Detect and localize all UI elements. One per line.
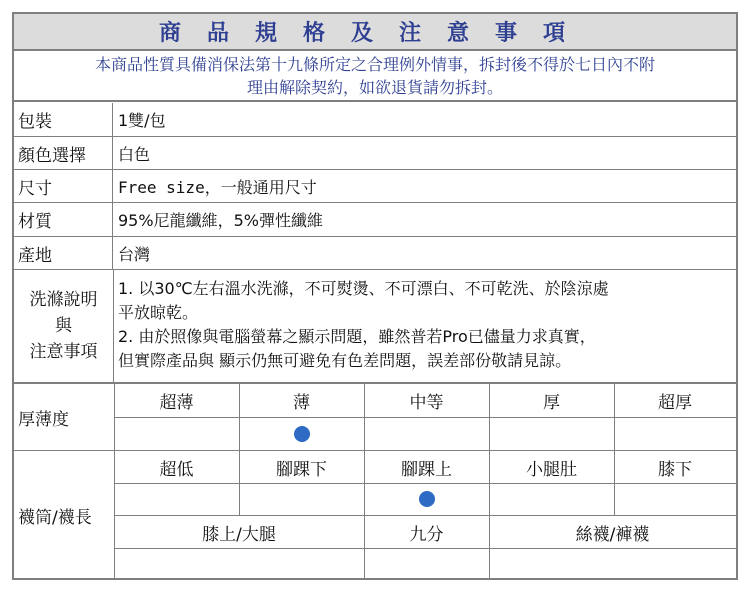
- length-option: 超低: [159, 459, 194, 480]
- length-option: 腳踝上: [401, 459, 452, 480]
- thickness-option: 中等: [409, 393, 444, 413]
- length-option: 絲襪/褲襪: [575, 524, 650, 545]
- thickness-label: 厚薄度: [18, 409, 69, 430]
- spec-label: 包裝: [14, 103, 113, 136]
- spec-label: 產地: [14, 237, 113, 269]
- notice-line-2: 理由解除契約，如欲退貨請勿拆封。: [246, 77, 503, 97]
- thickness-option: 超厚: [658, 393, 692, 413]
- spec-sheet: [12, 12, 738, 580]
- length-option: 膝上/大腿: [202, 524, 276, 545]
- length-option: 腳踝下: [276, 459, 327, 480]
- spec-row-care: [14, 270, 736, 382]
- care-label: [14, 270, 114, 382]
- thickness-option: 薄: [293, 393, 310, 413]
- care-line: 平放晾乾。: [118, 303, 199, 322]
- length-label: 襪筒/襪長: [18, 508, 92, 528]
- spec-value: 白色: [118, 144, 151, 164]
- spec-value: 1雙/包: [118, 111, 166, 130]
- notice-line-1: 本商品性質具備消保法第十九條所定之合理例外情事，拆封後不得於七日內不附: [94, 54, 655, 74]
- care-label-line: 洗滌說明: [29, 290, 98, 310]
- spec-label: 顏色選擇: [14, 137, 113, 169]
- length-option: 小腿肚: [526, 459, 577, 480]
- thickness-option: 厚: [543, 393, 560, 413]
- length-selected-marker: [419, 491, 435, 507]
- spec-label: 材質: [14, 203, 113, 236]
- care-label-line: 與: [55, 316, 72, 336]
- spec-value: Free size，一般通用尺寸: [118, 177, 317, 197]
- spec-label: 尺寸: [14, 170, 113, 202]
- length-option: 九分: [409, 524, 444, 545]
- care-label-line: 注意事項: [29, 342, 98, 362]
- care-line: 但實際產品與 顯示仍無可避免有色差問題，誤差部份敬請見諒。: [118, 351, 572, 370]
- spec-row-package: [14, 103, 736, 137]
- grid-line: [114, 548, 736, 549]
- grid-line: [114, 417, 736, 418]
- spec-row-size: [14, 170, 736, 203]
- thickness-selected-marker: [294, 426, 310, 442]
- length-option: 膝下: [658, 459, 692, 480]
- spec-row-material: [14, 203, 736, 237]
- spec-row-origin: [14, 237, 736, 270]
- care-line: 1. 以30℃左右溫水洗滌，不可熨燙、不可漂白、不可乾洗、於陰涼處: [118, 279, 609, 298]
- care-line: 2. 由於照像與電腦螢幕之顯示問題，雖然普若Pro已儘量力求真實，: [118, 327, 596, 346]
- return-notice: [14, 51, 736, 102]
- thickness-option: 超薄: [159, 393, 194, 413]
- page-title: 商品規格及注意事項: [14, 14, 736, 51]
- spec-value: 台灣: [118, 244, 151, 264]
- grid-line: [114, 483, 736, 484]
- spec-row-color: [14, 137, 736, 170]
- care-text: [118, 277, 730, 373]
- spec-value: 95%尼龍纖維，5%彈性纖維: [118, 211, 323, 230]
